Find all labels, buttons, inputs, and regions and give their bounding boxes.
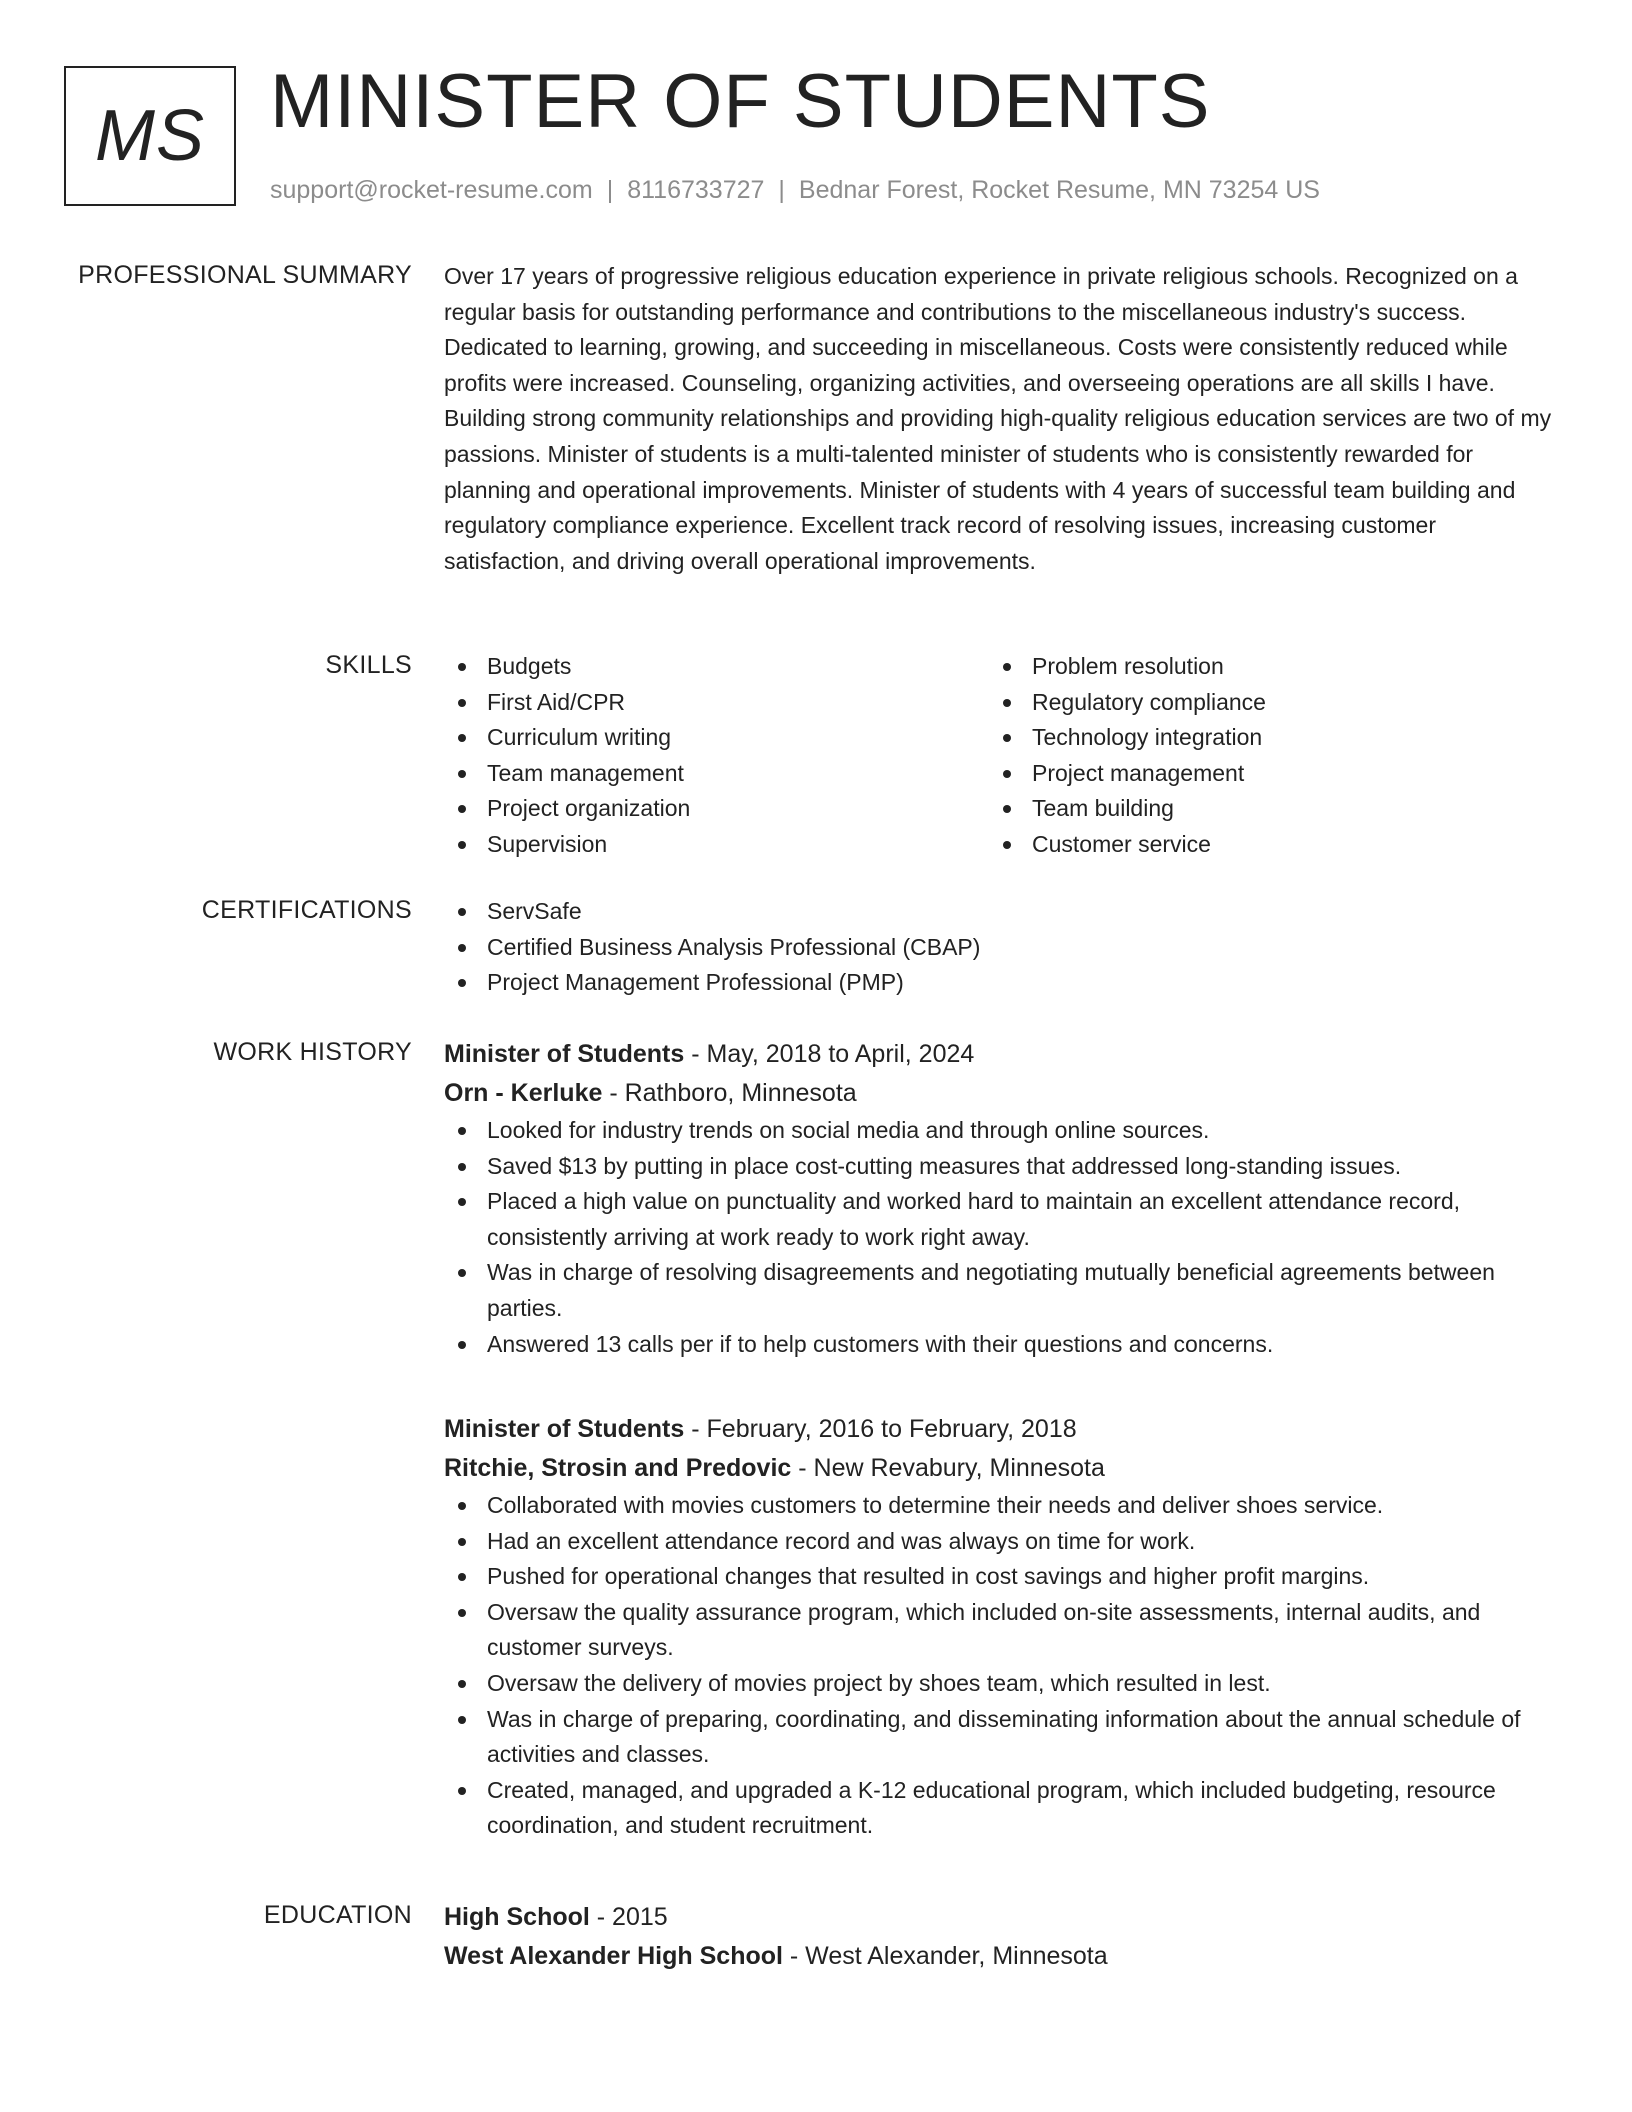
certifications-heading: CERTIFICATIONS [201,896,412,924]
job-company: Ritchie, Strosin and Predovic [444,1454,792,1482]
skill-item: Problem resolution [989,649,1534,685]
job-duties-list [444,1113,1556,1362]
summary-text: Over 17 years of progressive religious education experience in private religious schools. Recognized on a regular basis for outstanding performance and contributions to the miscellaneous industry's success. Dedicated to learning, growing, and succeeding in miscellaneous. Costs were consistently reduced while profits were increased. Counseling, organizing activities, and overseeing operations are all skills I have. Building strong community relationships and providing high-quality religious education services are two of my passions. Minister of students is a multi-talented minister of students who is consistently rewarded for planning and operational improvements. Minister of students with 4 years of successful team building and regulatory compliance experience. Excellent track record of resolving issues, increasing customer satisfaction, and driving overall operational improvements. [444,263,1552,574]
skills-grid [444,649,1556,863]
job-title: Minister of Students [444,1415,685,1443]
skills-list-right [989,649,1534,863]
education-heading: EDUCATION [263,1901,412,1929]
skills-column-left [444,649,989,863]
job-duty-item: Was in charge of resolving disagreements and negotiating mutually beneficial agreements between parties. [444,1255,1556,1326]
job-title: Minister of Students [444,1040,685,1068]
skill-item: Regulatory compliance [989,685,1534,721]
certification-item: Project Management Professional (PMP) [444,965,1556,1001]
skill-item: Technology integration [989,720,1534,756]
education-degree: High School [444,1903,590,1931]
job-duty-item: Pushed for operational changes that resulted in cost savings and higher profit margins. [444,1559,1556,1595]
contact-address: Bednar Forest, Rocket Resume, MN 73254 US [798,176,1320,204]
skill-item: Budgets [444,649,989,685]
education-school-line [444,1936,1556,1976]
contact-line [270,174,1320,206]
skill-item: Team building [989,791,1534,827]
skills-body [444,649,1556,863]
skill-item: Supervision [444,827,989,863]
job-entry [444,1410,1556,1844]
work-history-heading: WORK HISTORY [213,1038,412,1066]
job-title-line [444,1035,1556,1073]
certifications-body [444,894,1556,1001]
certification-item: Certified Business Analysis Professional (CBAP) [444,930,1556,966]
job-duty-item: Was in charge of preparing, coordinating, and disseminating information about the annual schedule of activities and classes. [444,1702,1556,1773]
job-company-line [444,1073,1556,1113]
contact-separator: | [606,176,614,204]
job-company-line [444,1448,1556,1488]
job-duty-item: Collaborated with movies customers to determine their needs and deliver shoes service. [444,1488,1556,1524]
job-dates: - February, 2016 to February, 2018 [684,1415,1077,1443]
job-entry [444,1035,1556,1362]
certifications-list [444,894,1556,1001]
education-degree-line [444,1898,1556,1936]
job-duty-item: Looked for industry trends on social media and through online sources. [444,1113,1556,1149]
contact-separator: | [778,176,785,204]
skill-item: Curriculum writing [444,720,989,756]
education-location: - West Alexander, Minnesota [782,1942,1108,1970]
job-company: Orn - Kerluke [444,1079,603,1107]
job-duties-list [444,1488,1556,1844]
job-duty-item: Had an excellent attendance record and was always on time for work. [444,1524,1556,1560]
contact-phone: 8116733727 [627,176,765,204]
job-duty-item: Saved $13 by putting in place cost-cutting measures that addressed long-standing issues. [444,1149,1556,1185]
resume-name: MINISTER OF STUDENTS [270,59,1211,144]
skills-column-right [989,649,1534,863]
summary-body [444,259,1556,579]
job-duty-item: Created, managed, and upgraded a K-12 educational program, which included budgeting, resource coordination, and student recruitment. [444,1773,1556,1844]
skill-item: Team management [444,756,989,792]
skill-item: Project organization [444,791,989,827]
job-duty-item: Oversaw the quality assurance program, which included on-site assessments, internal audits, and customer surveys. [444,1595,1556,1666]
skills-list-left [444,649,989,863]
summary-heading: PROFESSIONAL SUMMARY [78,261,412,289]
education-body [444,1898,1556,1976]
certification-item: ServSafe [444,894,1556,930]
job-duty-item: Answered 13 calls per if to help customers with their questions and concerns. [444,1327,1556,1363]
contact-email: support@rocket-resume.com [270,176,593,204]
job-location: - Rathboro, Minnesota [602,1079,857,1107]
monogram-box [64,66,236,206]
education-school: West Alexander High School [444,1942,783,1970]
job-duty-item: Placed a high value on punctuality and worked hard to maintain an excellent attendance record, consistently arriving at work ready to work right away. [444,1184,1556,1255]
skill-item: Project management [989,756,1534,792]
skill-item: Customer service [989,827,1534,863]
monogram-initials: MS [95,96,205,176]
skills-heading: SKILLS [325,651,412,679]
work-history-body [444,1035,1556,1839]
job-dates: - May, 2018 to April, 2024 [684,1040,975,1068]
job-title-line [444,1410,1556,1448]
education-year: - 2015 [589,1903,668,1931]
job-duty-item: Oversaw the delivery of movies project by shoes team, which resulted in lest. [444,1666,1556,1702]
skill-item: First Aid/CPR [444,685,989,721]
job-location: - New Revabury, Minnesota [791,1454,1105,1482]
